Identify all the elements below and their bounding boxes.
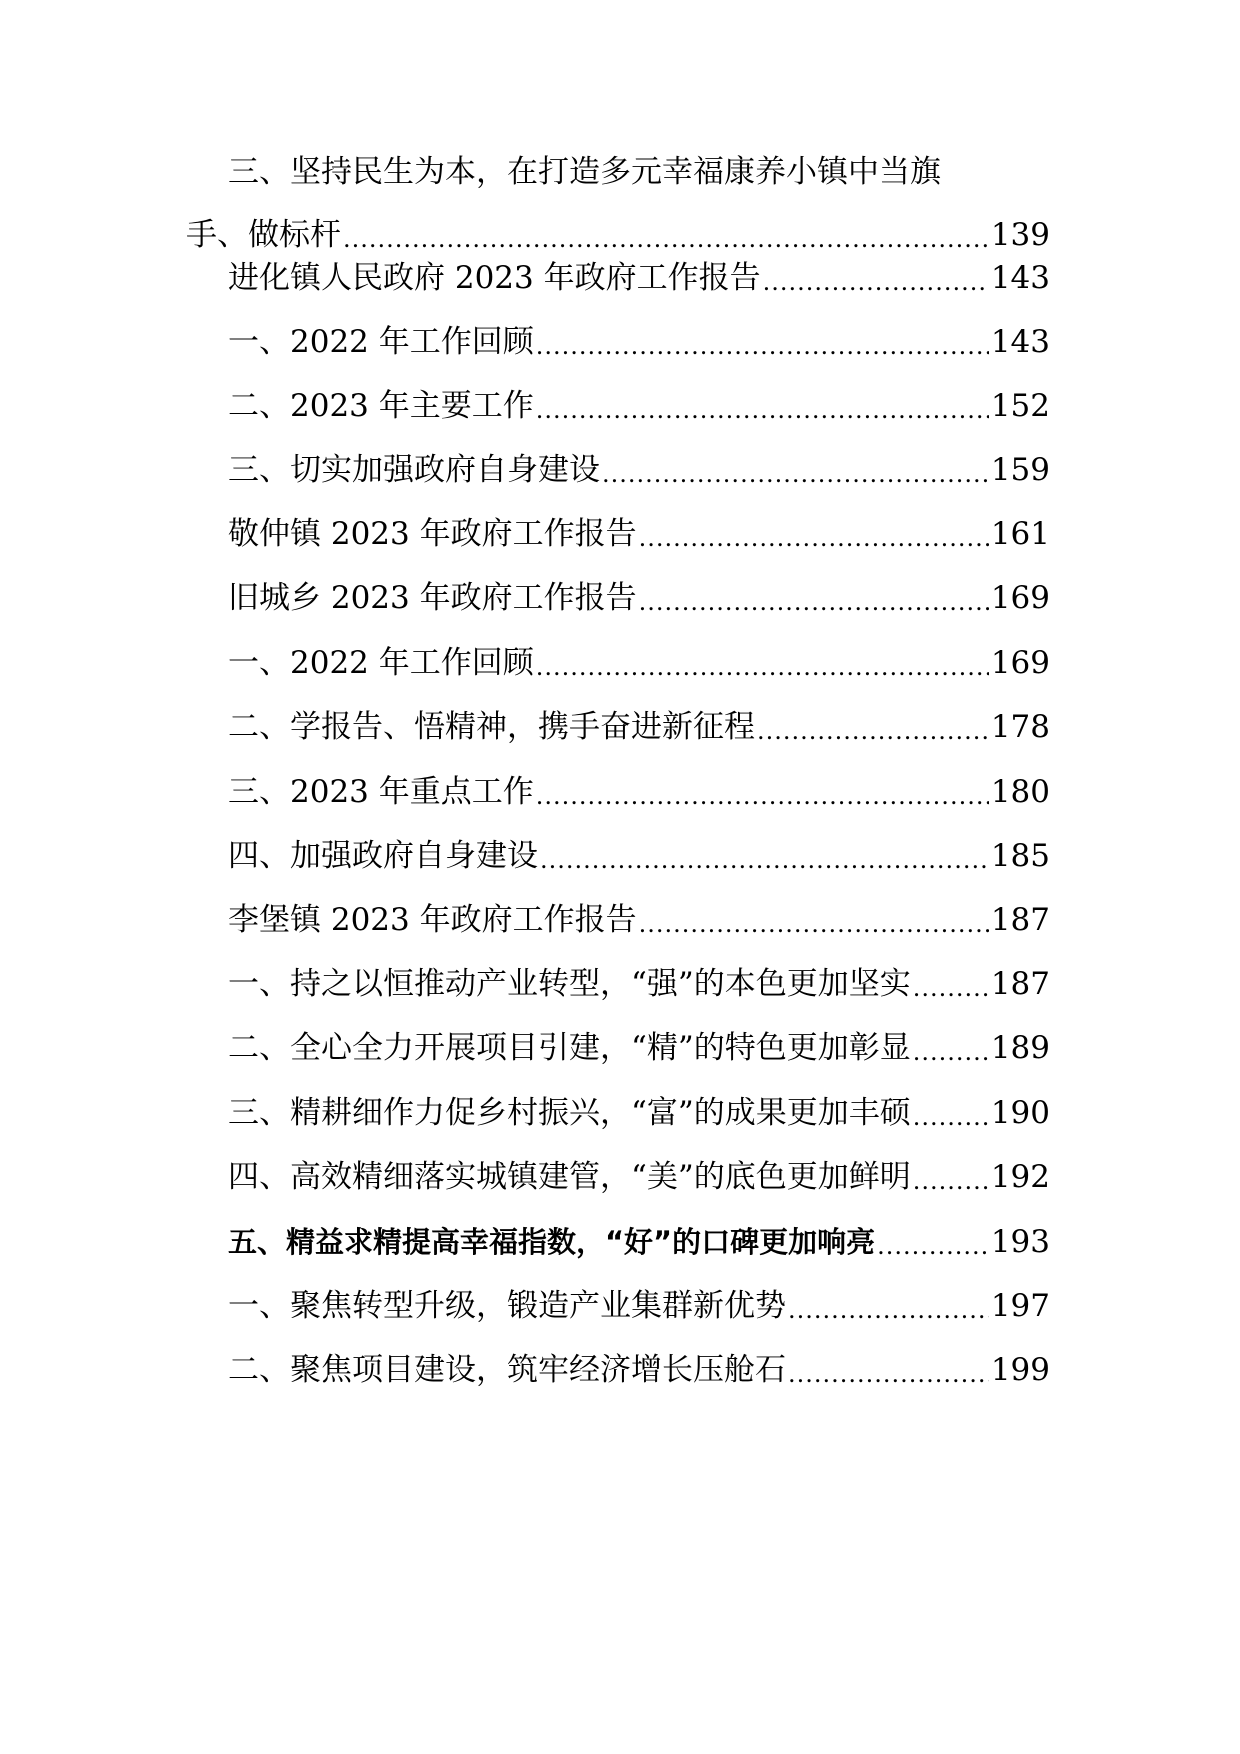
- toc-entry-title: 一、2022 年工作回顾: [228, 645, 534, 681]
- toc-entry-page: 199: [990, 1352, 1050, 1388]
- dot-leader: [639, 578, 989, 618]
- toc-entry-page: 192: [990, 1159, 1050, 1195]
- toc-entry[interactable]: [228, 1340, 1050, 1390]
- toc-entry[interactable]: [228, 376, 1050, 426]
- toc-entry-page: 197: [990, 1288, 1050, 1324]
- toc-entry-page: 187: [990, 966, 1050, 1002]
- toc-entry[interactable]: [228, 568, 1050, 618]
- dot-leader: [639, 514, 989, 554]
- dot-leader: [540, 836, 989, 876]
- toc-entry[interactable]: [228, 762, 1050, 812]
- toc-entry-1-line1[interactable]: [228, 152, 1050, 192]
- toc-entry-title: 旧城乡 2023 年政府工作报告: [228, 580, 637, 616]
- toc-entry-title: 四、高效精细落实城镇建管，“美”的底色更加鲜明: [228, 1159, 911, 1195]
- toc-entry-title: 三、精耕细作力促乡村振兴，“富”的成果更加丰硕: [228, 1095, 911, 1131]
- toc-entry-page: 193: [990, 1224, 1050, 1260]
- dot-leader: [913, 1157, 989, 1197]
- toc-entry[interactable]: [228, 1018, 1050, 1068]
- dot-leader: [913, 1093, 989, 1133]
- toc-entry-title: 三、切实加强政府自身建设: [228, 452, 600, 488]
- toc-entry-page: 189: [990, 1030, 1050, 1066]
- toc-entry[interactable]: [228, 248, 1050, 298]
- toc-entry-page: 169: [990, 645, 1050, 681]
- toc-entry-title: 李堡镇 2023 年政府工作报告: [228, 902, 637, 938]
- toc-entry-page: 161: [990, 516, 1050, 552]
- toc-entry-page: 152: [990, 388, 1050, 424]
- toc-entry-page: 178: [990, 709, 1050, 745]
- toc-entry[interactable]: [228, 1147, 1050, 1197]
- toc-entry[interactable]: [228, 954, 1050, 1004]
- dot-leader: [757, 707, 989, 747]
- toc-entry[interactable]: [228, 697, 1050, 747]
- dot-leader: [536, 772, 989, 812]
- toc-entry-page: 169: [990, 580, 1050, 616]
- toc-entry[interactable]: [228, 504, 1050, 554]
- dot-leader: [913, 964, 989, 1004]
- toc-entry-page: 143: [990, 324, 1050, 360]
- toc-entry-page: 187: [990, 902, 1050, 938]
- toc-entry-page: 185: [990, 838, 1050, 874]
- toc-entry-title: 三、坚持民生为本，在打造多元幸福康养小镇中当旗: [228, 154, 941, 190]
- toc-entry[interactable]: [228, 890, 1050, 940]
- toc-entry-title: 三、2023 年重点工作: [228, 774, 534, 810]
- toc-entry-page: 139: [990, 217, 1050, 253]
- toc-entry-title: 四、加强政府自身建设: [228, 838, 538, 874]
- toc-entry-bold[interactable]: [228, 1212, 1050, 1262]
- dot-leader: [788, 1350, 989, 1390]
- toc-entry-title: 五、精益求精提高幸福指数，“好”的口碑更加响亮: [228, 1225, 876, 1259]
- toc-entry-title: 二、学报告、悟精神，携手奋进新征程: [228, 709, 755, 745]
- toc-entry[interactable]: [228, 1083, 1050, 1133]
- toc-entry-title: 敬仲镇 2023 年政府工作报告: [228, 516, 637, 552]
- toc-entry[interactable]: [228, 1276, 1050, 1326]
- dot-leader: [763, 258, 989, 298]
- dot-leader: [536, 386, 989, 426]
- toc-entry-title: 一、持之以恒推动产业转型，“强”的本色更加坚实: [228, 966, 911, 1002]
- toc-entry-title: 二、2023 年主要工作: [228, 388, 534, 424]
- toc-entry-title: 二、聚焦项目建设，筑牢经济增长压舱石: [228, 1352, 786, 1388]
- toc-entry[interactable]: [228, 826, 1050, 876]
- dot-leader: [913, 1028, 989, 1068]
- toc-entry-page: 190: [990, 1095, 1050, 1131]
- toc-entry-page: 180: [990, 774, 1050, 810]
- toc-entry-title: 一、聚焦转型升级，锻造产业集群新优势: [228, 1288, 786, 1324]
- dot-leader: [536, 643, 989, 683]
- toc-entry-title-continued: 手、做标杆: [186, 217, 341, 253]
- toc-entry-title: 一、2022 年工作回顾: [228, 324, 534, 360]
- dot-leader: [877, 1222, 989, 1262]
- toc-entry[interactable]: [228, 440, 1050, 490]
- dot-leader: [639, 900, 989, 940]
- toc-entry[interactable]: [228, 312, 1050, 362]
- toc-entry[interactable]: [228, 633, 1050, 683]
- toc-entry-title: 进化镇人民政府 2023 年政府工作报告: [228, 260, 761, 296]
- dot-leader: [602, 450, 989, 490]
- toc-entry-page: 143: [990, 260, 1050, 296]
- dot-leader: [788, 1286, 989, 1326]
- dot-leader: [536, 322, 989, 362]
- toc-entry-page: 159: [990, 452, 1050, 488]
- toc-entry-title: 二、全心全力开展项目引建，“精”的特色更加彰显: [228, 1030, 911, 1066]
